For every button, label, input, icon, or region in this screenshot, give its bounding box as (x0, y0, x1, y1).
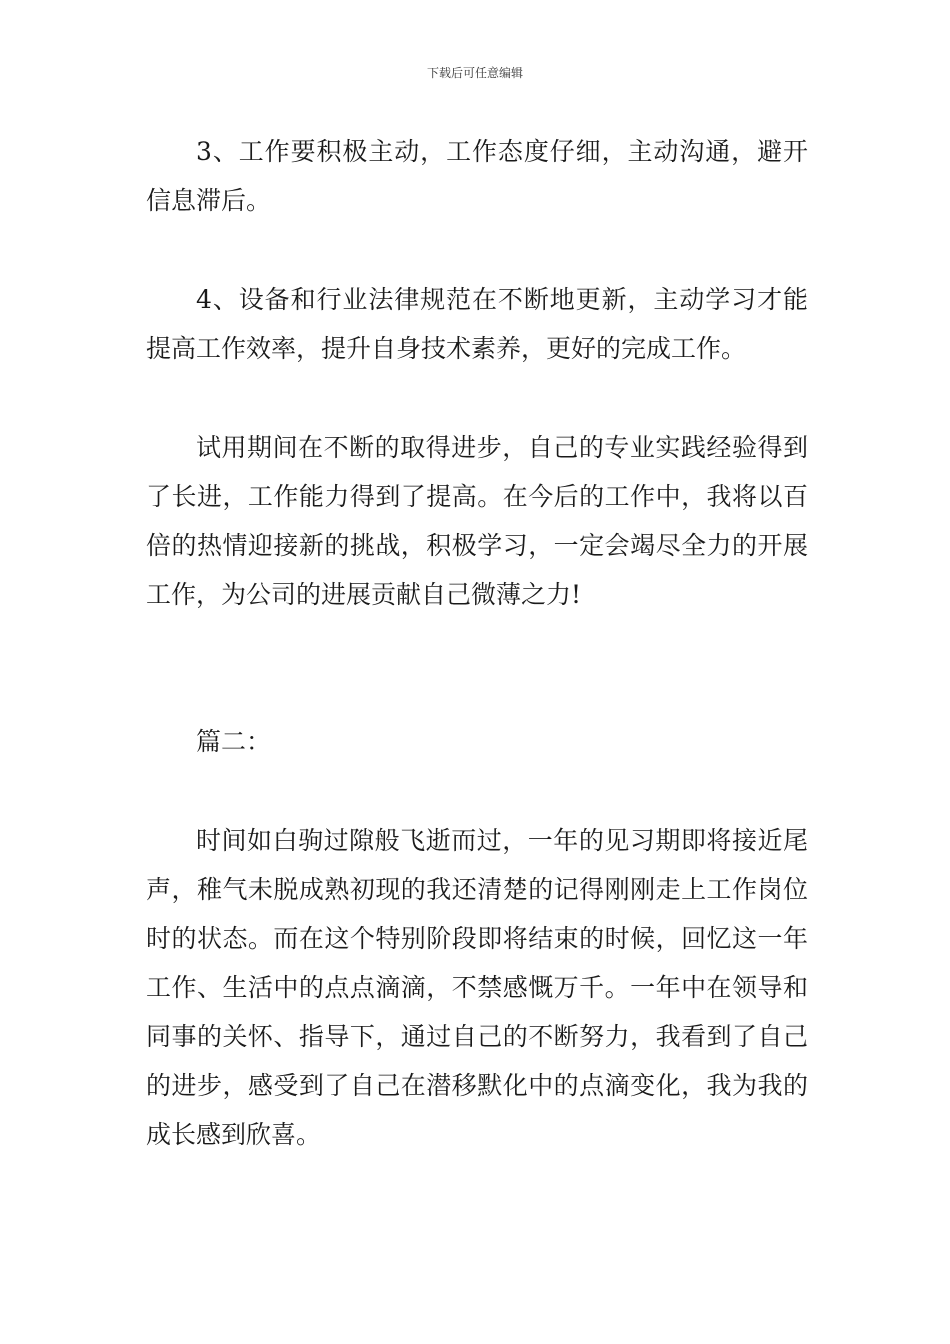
page-header-note: 下载后可任意编辑 (426, 66, 523, 80)
document-body (146, 127, 808, 1159)
paragraph-item-3: 3、工作要积极主动，工作态度仔细，主动沟通，避开信息滞后。 (146, 137, 808, 215)
section-heading-part-two: 篇二： (196, 727, 272, 756)
paragraph-internship-reflection: 时间如白驹过隙般飞逝而过，一年的见习期即将接近尾声，稚气未脱成熟初现的我还清楚的记得刚刚走上工作岗位时的状态。而在这个特别阶段即将结束的时候，回忆这一年工作、生活中的点点滴滴，不禁感慨万千。一年中在领导和同事的关怀、指导下，通过自己的不断努力，我看到了自己的进步，感受到了自己在潜移默化中的点滴变化，我为我的成长感到欣喜。 (146, 826, 808, 1149)
paragraph-item-4: 4、设备和行业法律规范在不断地更新，主动学习才能提高工作效率，提升自身技术素养，更好的完成工作。 (146, 285, 808, 363)
paragraph-probation-summary: 试用期间在不断的取得进步，自己的专业实践经验得到了长进，工作能力得到了提高。在今后的工作中，我将以百倍的热情迎接新的挑战，积极学习，一定会竭尽全力的开展工作，为公司的进展贡献自己微薄之力! (146, 433, 808, 609)
